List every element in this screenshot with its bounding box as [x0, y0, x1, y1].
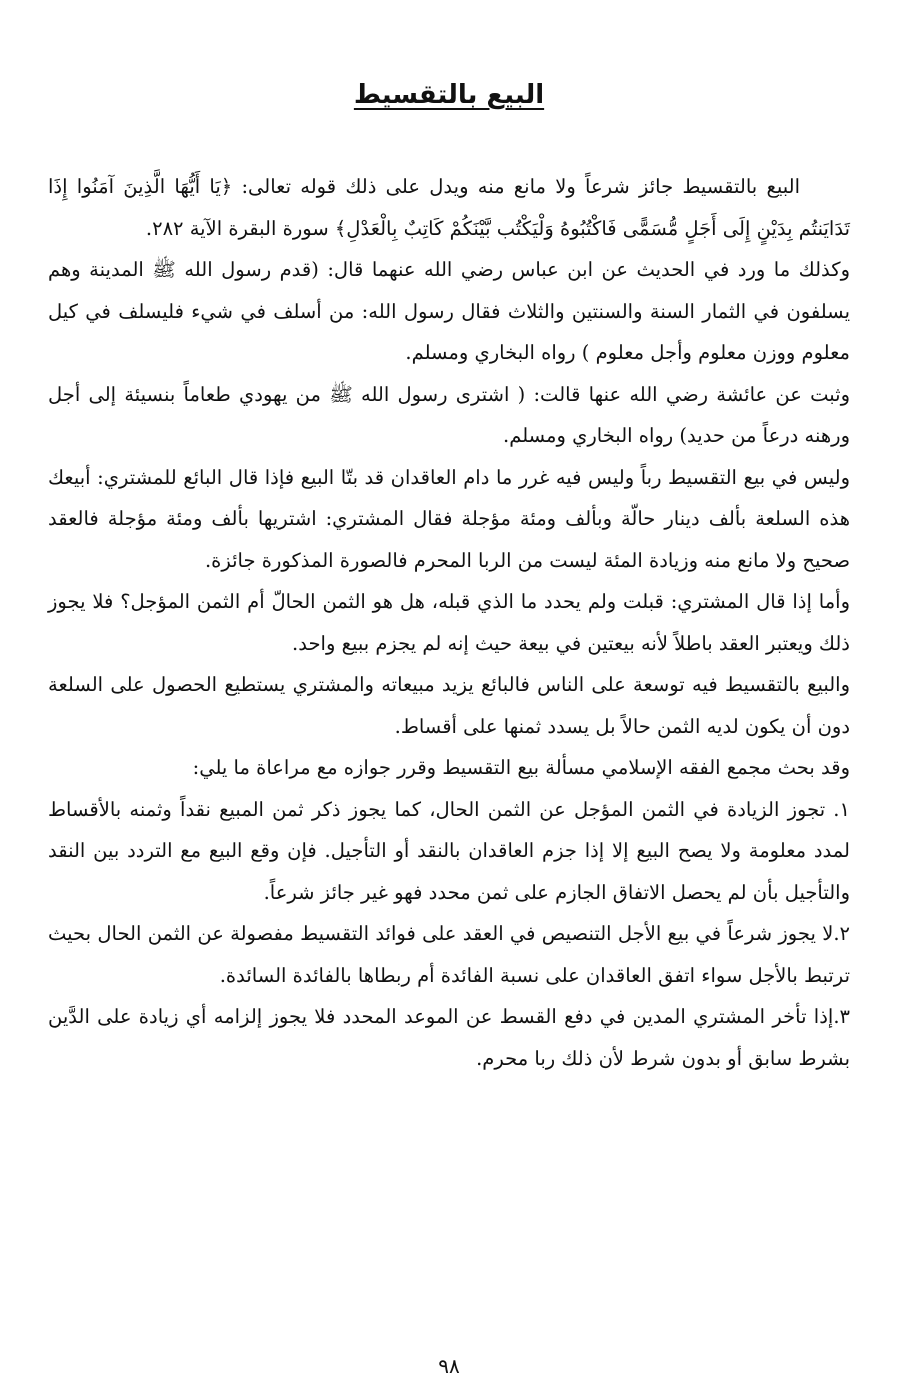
- paragraph-undetermined-price: وأما إذا قال المشتري: قبلت ولم يحدد ما الذي قبله، هل هو الثمن الحالّ أم الثمن المؤجل؟ فلا يجوز ذلك ويعتبر العقد باطلاً لأنه بيعتين في بيعة حيث إنه لم يجزم ببيع واحد.: [48, 590, 850, 655]
- document-page: [48, 0, 850, 1395]
- paragraph-quran-evidence: البيع بالتقسيط جائز شرعاً ولا مانع منه ويدل على ذلك قوله تعالى: ﴿يَا أَيُّهَا الَّذِينَ آمَنُوا إِذَا تَدَايَنتُم بِدَيْنٍ إِلَى أَجَلٍ مُّسَمًّى فَاكْتُبُوهُ وَلْيَكْتُب بَّيْنَكُمْ كَاتِبٌ بِالْعَدْلِ﴾ سورة البقرة الآية ٢٨٢.: [48, 175, 850, 240]
- document-body: [48, 166, 850, 1079]
- list-item-3: ٣.إذا تأخر المشتري المدين في دفع القسط عن الموعد المحدد فلا يجوز إلزامه أي زيادة على الدَّين بشرط سابق أو بدون شرط لأن ذلك ربا محرم.: [48, 1005, 850, 1070]
- list-item-1: ١. تجوز الزيادة في الثمن المؤجل عن الثمن الحال، كما يجوز ذكر ثمن المبيع نقداً وثمنه بالأقساط لمدد معلومة ولا يصح البيع إلا إذا جزم العاقدان بالنقد أو التأجيل. فإن وقع البيع مع التردد بين النقد والتأجيل بأن لم يحصل الاتفاق الجازم على ثمن محدد فهو غير جائز شرعاً.: [48, 797, 850, 904]
- paragraph-benefit: والبيع بالتقسيط فيه توسعة على الناس فالبائع يزيد مبيعاته والمشتري يستطيع الحصول على السلعة دون أن يكون لديه الثمن حالاً بل يسدد ثمنها على أقساط.: [48, 673, 850, 738]
- paragraph-fiqh-council: وقد بحث مجمع الفقه الإسلامي مسألة بيع التقسيط وقرر جوازه مع مراعاة ما يلي:: [192, 756, 850, 779]
- paragraph-no-riba: وليس في بيع التقسيط رباً وليس فيه غرر ما دام العاقدان قد بتّا البيع فإذا قال البائع للمشتري: أبيعك هذه السلعة بألف دينار حالّة وبألف ومئة مؤجلة فقال المشتري: اشتريها بألف ومئة مؤجلة فالعقد صحيح ولا مانع منه وزيادة المئة ليست من الربا المحرم فالصورة المذكورة جائزة.: [48, 465, 850, 572]
- paragraph-hadith-ibn-abbas: وكذلك ما ورد في الحديث عن ابن عباس رضي الله عنهما قال: (قدم رسول الله ﷺ المدينة وهم يسلفون في الثمار السنة والسنتين والثلاث فقال رسول الله: من أسلف في شيء فليسلف في كيل معلوم ووزن معلوم وأجل معلوم ) رواه البخاري ومسلم.: [48, 258, 850, 364]
- page-title: البيع بالتقسيط: [353, 80, 545, 110]
- page-number: ٩٨: [438, 1354, 460, 1378]
- list-item-2: ٢.لا يجوز شرعاً في بيع الأجل التنصيص في العقد على فوائد التقسيط مفصولة عن الثمن الحال بحيث ترتبط بالأجل سواء اتفق العاقدان على نسبة الفائدة أم ربطاها بالفائدة السائدة.: [48, 922, 850, 987]
- paragraph-hadith-aisha: وثبت عن عائشة رضي الله عنها قالت: ( اشترى رسول الله ﷺ من يهودي طعاماً بنسيئة إلى أجل ورهنه درعاً من حديد) رواه البخاري ومسلم.: [48, 382, 850, 447]
